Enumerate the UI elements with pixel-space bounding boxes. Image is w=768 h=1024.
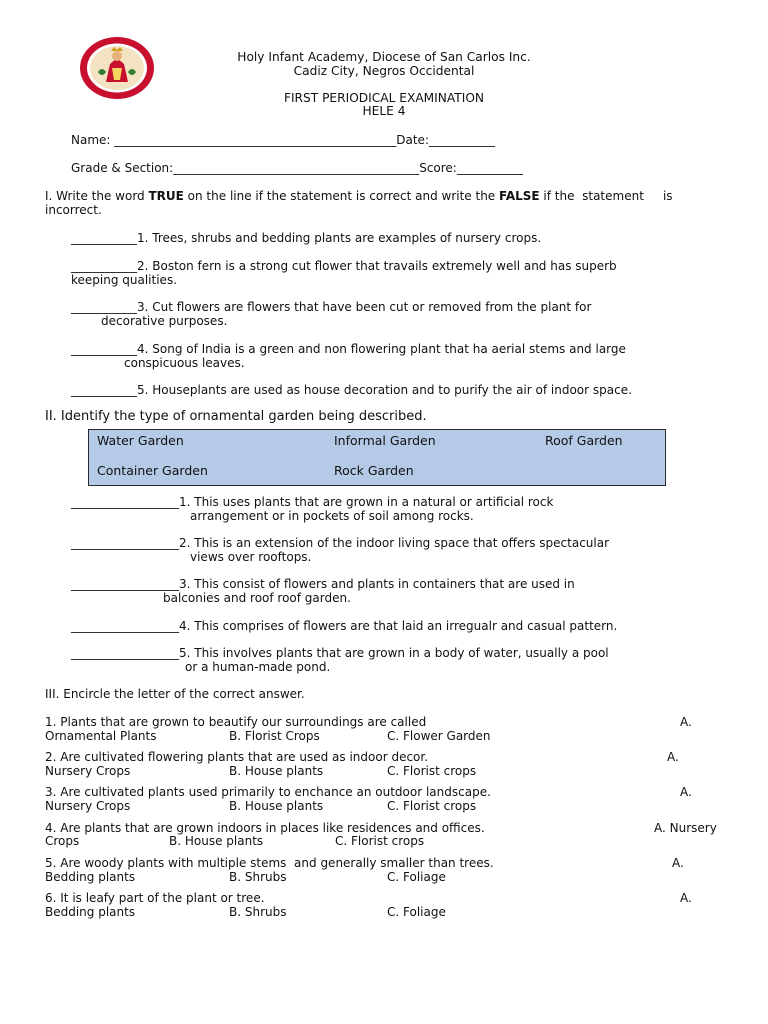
- mc-5-option-c[interactable]: C. Foliage: [387, 870, 446, 884]
- mc-question-6: 6. It is leafy part of the plant or tree.: [45, 891, 265, 905]
- id-item-5-cont: or a human-made pond.: [185, 660, 331, 674]
- mc-5-option-b[interactable]: B. Shrubs: [229, 870, 287, 884]
- choice-water-garden: Water Garden: [97, 433, 184, 448]
- choice-informal-garden: Informal Garden: [334, 433, 436, 448]
- mc-question-2: 2. Are cultivated flowering plants that are used as indoor decor.: [45, 750, 429, 764]
- part1-instruction: I. Write the word TRUE on the line if the statement is correct and write the FALSE if the statement is: [45, 189, 673, 203]
- tf-item-5[interactable]: ___________5. Houseplants are used as house decoration and to purify the air of indoor space.: [71, 383, 632, 397]
- choices-box: [88, 429, 666, 486]
- mc-question-4: 4. Are plants that are grown indoors in places like residences and offices.: [45, 821, 485, 835]
- mc-2-option-a-text[interactable]: Nursery Crops: [45, 764, 131, 778]
- mc-4-option-b[interactable]: B. House plants: [169, 834, 264, 848]
- mc-1-option-a[interactable]: A.: [680, 715, 692, 729]
- tf-item-2-cont: keeping qualities.: [71, 273, 178, 287]
- tf-item-1[interactable]: ___________1. Trees, shrubs and bedding plants are examples of nursery crops.: [71, 231, 542, 245]
- mc-6-option-b[interactable]: B. Shrubs: [229, 905, 287, 919]
- choice-rock-garden: Rock Garden: [334, 463, 414, 478]
- choice-container-garden: Container Garden: [97, 463, 208, 478]
- mc-6-option-c[interactable]: C. Foliage: [387, 905, 446, 919]
- tf-item-4-cont: conspicuous leaves.: [124, 356, 245, 370]
- id-item-2[interactable]: __________________2. This is an extension of the indoor living space that offers spectacular: [71, 536, 610, 550]
- id-item-2-cont: views over rooftops.: [190, 550, 312, 564]
- mc-3-option-a[interactable]: A.: [680, 785, 692, 799]
- school-name: Holy Infant Academy, Diocese of San Carlos Inc.: [237, 50, 531, 64]
- choice-roof-garden: Roof Garden: [545, 433, 623, 448]
- mc-3-option-b[interactable]: B. House plants: [229, 799, 324, 813]
- part1-instruction-cont: incorrect.: [45, 203, 102, 217]
- exam-subject: HELE 4: [362, 104, 406, 118]
- exam-title: FIRST PERIODICAL EXAMINATION: [283, 91, 485, 105]
- mc-4-option-a-text[interactable]: Crops: [45, 834, 80, 848]
- part2-title: II. Identify the type of ornamental garden being described.: [45, 409, 427, 424]
- mc-4-option-a[interactable]: A. Nursery: [654, 821, 717, 835]
- id-item-5[interactable]: __________________5. This involves plants that are grown in a body of water, usually a pool: [71, 646, 609, 660]
- mc-question-1: 1. Plants that are grown to beautify our surroundings are called: [45, 715, 427, 729]
- tf-item-3[interactable]: ___________3. Cut flowers are flowers that have been cut or removed from the plant for: [71, 300, 592, 314]
- mc-4-option-c[interactable]: C. Florist crops: [335, 834, 425, 848]
- id-item-1-cont: arrangement or in pockets of soil among rocks.: [190, 509, 474, 523]
- mc-5-option-a[interactable]: A.: [672, 856, 684, 870]
- tf-item-4[interactable]: ___________4. Song of India is a green and non flowering plant that ha aerial stems and large: [71, 342, 626, 356]
- mc-question-3: 3. Are cultivated plants used primarily to enchance an outdoor landscape.: [45, 785, 491, 799]
- school-address: Cadiz City, Negros Occidental: [293, 64, 475, 78]
- mc-1-option-a-text[interactable]: Ornamental Plants: [45, 729, 157, 743]
- mc-2-option-b[interactable]: B. House plants: [229, 764, 324, 778]
- mc-3-option-c[interactable]: C. Florist crops: [387, 799, 477, 813]
- name-date-field[interactable]: Name: _______________________________________________Date:___________: [71, 133, 495, 147]
- id-item-3[interactable]: __________________3. This consist of flowers and plants in containers that are used in: [71, 577, 575, 591]
- mc-1-option-b[interactable]: B. Florist Crops: [229, 729, 320, 743]
- mc-1-option-c[interactable]: C. Flower Garden: [387, 729, 491, 743]
- mc-6-option-a-text[interactable]: Bedding plants: [45, 905, 136, 919]
- tf-item-2[interactable]: ___________2. Boston fern is a strong cut flower that travails extremely well and has superb: [71, 259, 617, 273]
- tf-item-3-cont: decorative purposes.: [101, 314, 228, 328]
- mc-6-option-a[interactable]: A.: [680, 891, 692, 905]
- mc-5-option-a-text[interactable]: Bedding plants: [45, 870, 136, 884]
- id-item-4[interactable]: __________________4. This comprises of flowers are that laid an irregualr and casual pattern.: [71, 619, 618, 633]
- part3-title: III. Encircle the letter of the correct answer.: [45, 687, 305, 701]
- mc-2-option-a[interactable]: A.: [667, 750, 679, 764]
- mc-3-option-a-text[interactable]: Nursery Crops: [45, 799, 131, 813]
- id-item-3-cont: balconies and roof roof garden.: [163, 591, 351, 605]
- grade-score-field[interactable]: Grade & Section:_________________________________________Score:___________: [71, 161, 523, 175]
- mc-2-option-c[interactable]: C. Florist crops: [387, 764, 477, 778]
- id-item-1[interactable]: __________________1. This uses plants that are grown in a natural or artificial rock: [71, 495, 554, 509]
- mc-question-5: 5. Are woody plants with multiple stems and generally smaller than trees.: [45, 856, 494, 870]
